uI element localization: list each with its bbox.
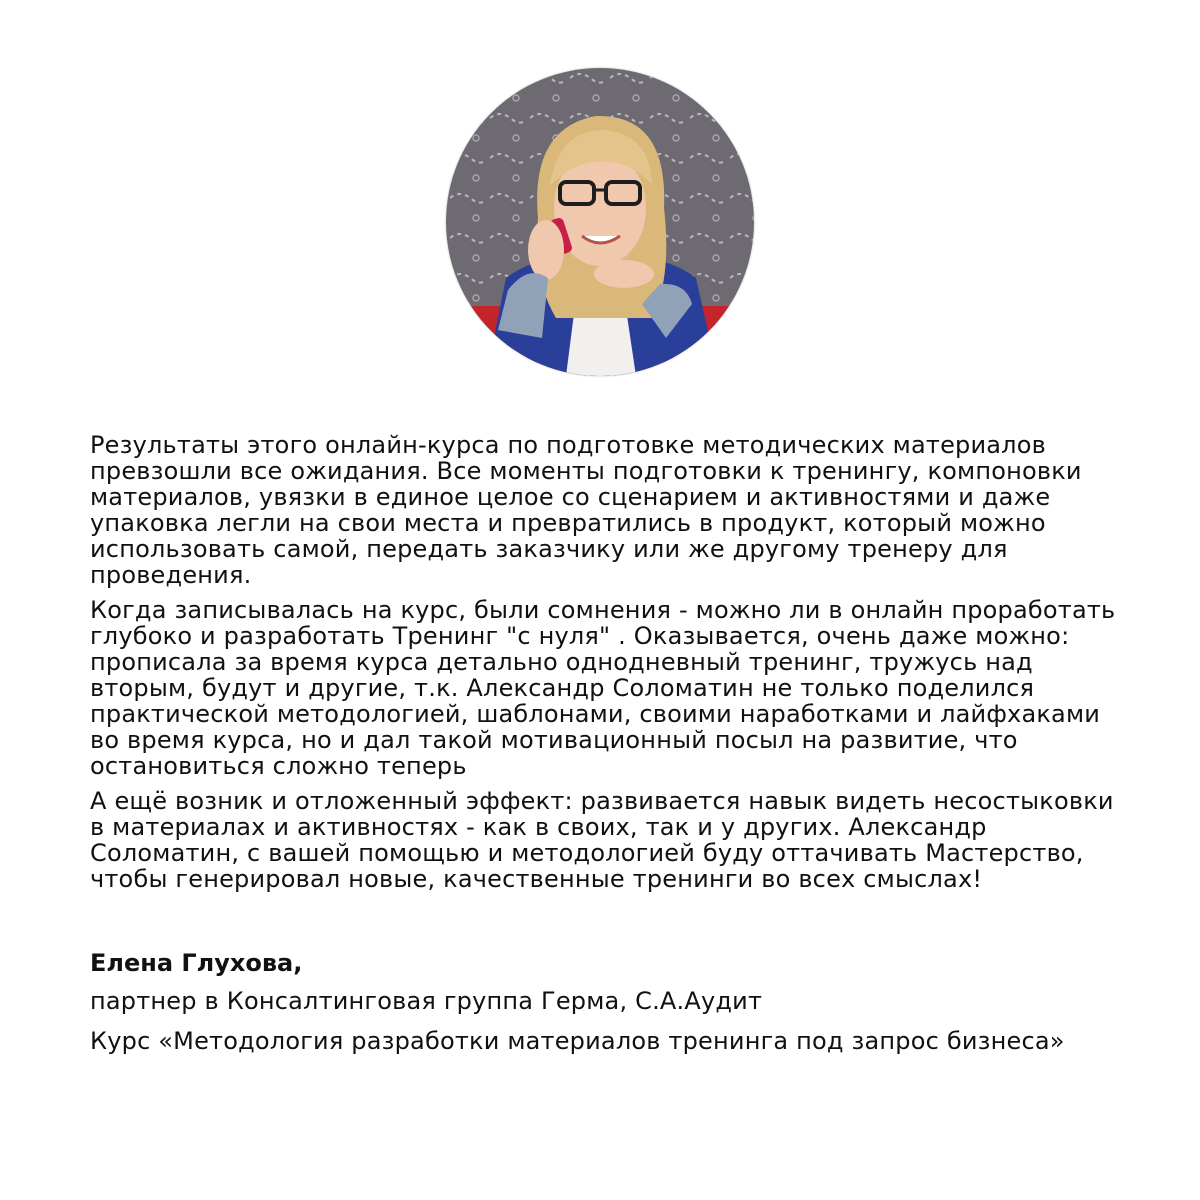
review-text <box>90 432 1120 892</box>
review-paragraph-3: А ещё возник и отложенный эффект: развивается навык видеть несостыковки в материалах и активностях - как в своих, так и у других. Александр Соломатин, с вашей помощью и методологией буду оттачивать Мастерство, чтобы генерировал новые, качественные тренинги во всех смыслах! <box>90 787 1114 893</box>
author-name: Елена Глухова, <box>90 949 303 977</box>
review-paragraph-2: Когда записывалась на курс, были сомнения - можно ли в онлайн проработать глубоко и разработать Тренинг "с нуля" . Оказывается, очень даже можно: прописала за время курса детально однодневный тренинг, тружусь над вторым, будут и другие, т.к. Александр Соломатин не только поделился практической методологией, шаблонами, своими наработками и лайфхаками во время курса, но и дал такой мотивационный посыл на развитие, что остановиться сложно теперь <box>90 596 1116 780</box>
author-position: партнер в Консалтинговая группа Герма, С.А.Аудит <box>90 987 763 1015</box>
author-avatar <box>446 68 754 376</box>
review-paragraph-1: Результаты этого онлайн-курса по подготовке методических материалов превзошли все ожидания. Все моменты подготовки к тренингу, компоновки материалов, увязки в единое целое со сценарием и активностями и даже упаковка легли на свои места и превратились в продукт, который можно использовать самой, передать заказчику или же другому тренеру для проведения. <box>90 431 1082 589</box>
testimonial <box>90 432 1120 1068</box>
course-title: Курс «Методология разработки материалов тренинга под запрос бизнеса» <box>90 1027 1065 1055</box>
person-portrait-icon <box>446 68 754 376</box>
